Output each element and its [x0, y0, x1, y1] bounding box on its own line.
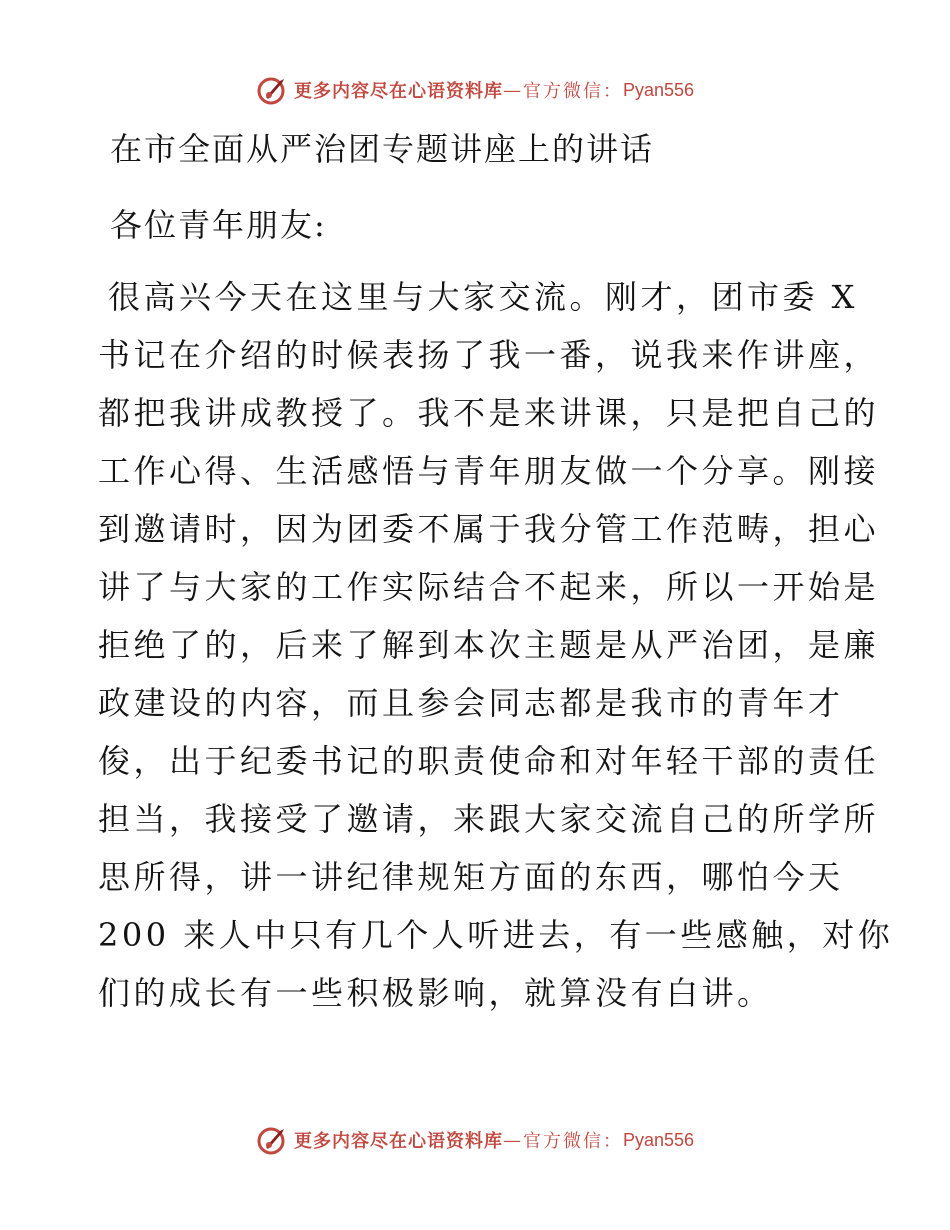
pen-nib-logo-icon [256, 1123, 290, 1157]
watermark-official-label: 官方微信： [522, 81, 623, 102]
body-line: 都把我讲成教授了。我不是来讲课，只是把自己的 [98, 394, 880, 432]
header-watermark-banner [0, 72, 950, 108]
watermark-official-label: 官方微信： [522, 1131, 623, 1152]
body-line: 思所得，讲一讲纪律规矩方面的东西，哪怕今天 [98, 858, 844, 896]
body-line: 拒绝了的，后来了解到本次主题是从严治团，是廉 [98, 626, 880, 664]
document-salutation: 各位青年朋友: [110, 206, 327, 244]
body-line: 讲了与大家的工作实际结合不起来，所以一开始是 [98, 568, 880, 606]
body-line: 很高兴今天在这里与大家交流。刚才，团市委 X [108, 278, 858, 316]
body-line: 担当，我接受了邀请，来跟大家交流自己的所学所 [98, 800, 880, 838]
body-line: 200 来人中只有几个人听进去，有一些感触，对你 [98, 916, 894, 954]
watermark-separator: — [502, 1129, 521, 1151]
body-line: 工作心得、生活感悟与青年朋友做一个分享。刚接 [98, 452, 880, 490]
pen-nib-logo-icon [256, 73, 290, 107]
body-line: 们的成长有一些积极影响，就算没有白讲。 [98, 974, 773, 1012]
body-line: 书记在介绍的时候表扬了我一番，说我来作讲座， [98, 336, 880, 374]
document-body [98, 268, 894, 1022]
watermark-separator: — [502, 79, 521, 101]
body-line: 俊，出于纪委书记的职责使命和对年轻干部的责任 [98, 742, 880, 780]
body-line: 政建设的内容，而且参会同志都是我市的青年才 [98, 684, 844, 722]
watermark-site-name: 更多内容尽在心语资料库 [293, 1131, 503, 1152]
body-line: 到邀请时，因为团委不属于我分管工作范畴，担心 [98, 510, 880, 548]
watermark-wechat-id: Pyan556 [622, 1129, 695, 1150]
footer-watermark-banner [0, 1122, 950, 1158]
watermark-site-name: 更多内容尽在心语资料库 [293, 81, 503, 102]
watermark-wechat-id: Pyan556 [622, 79, 695, 100]
document-title: 在市全面从严治团专题讲座上的讲话 [110, 130, 655, 168]
